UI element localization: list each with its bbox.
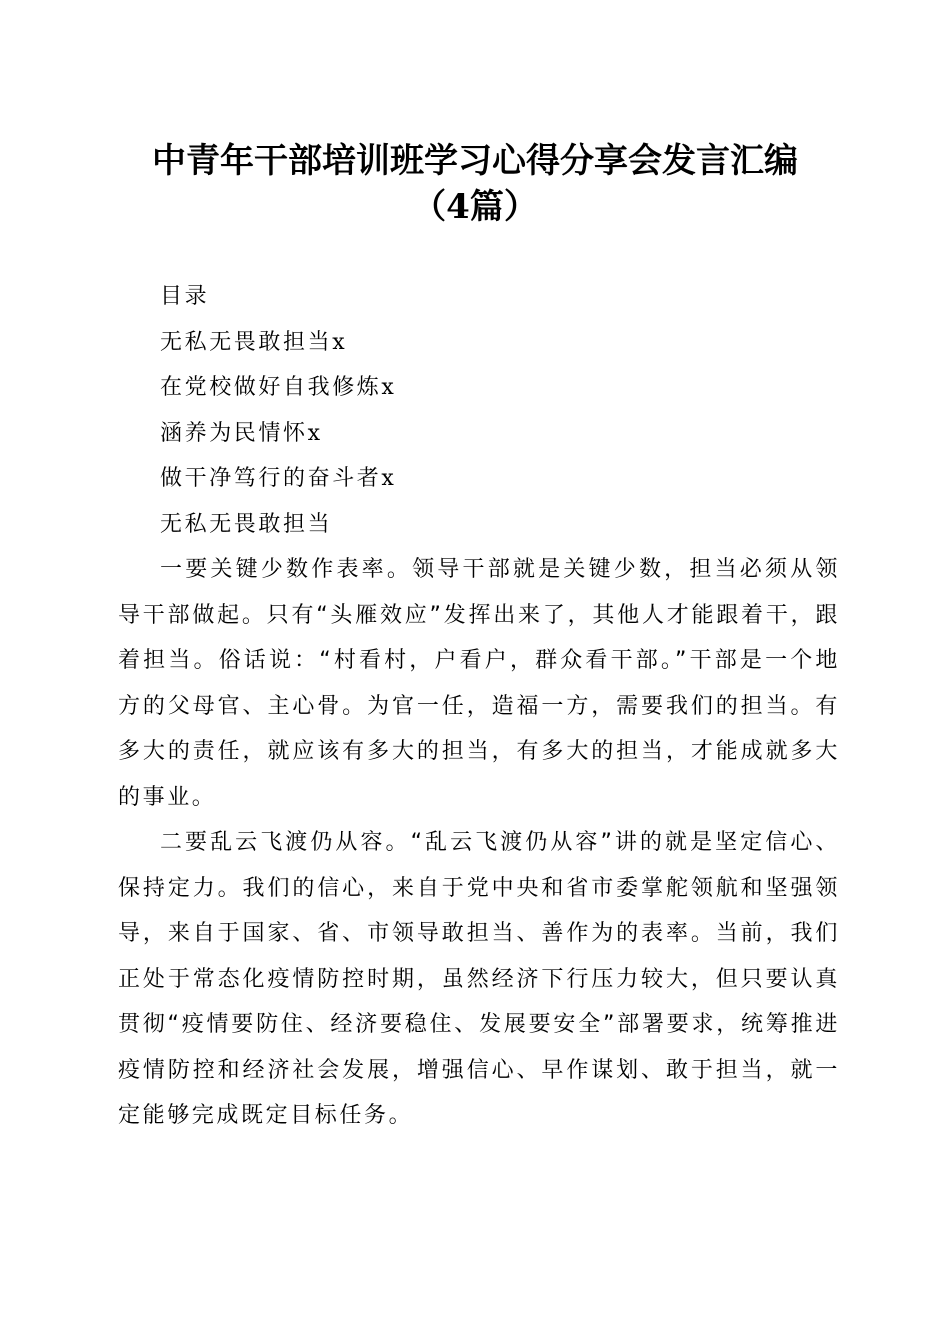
toc-heading: 目录 — [160, 284, 210, 309]
toc-item — [118, 320, 840, 366]
toc-item-label: 无私无畏敢担当 — [160, 329, 333, 355]
toc-item-label: 涵养为民情怀 — [160, 420, 308, 446]
title-line-2: （4篇） — [412, 187, 538, 227]
toc-item — [118, 456, 840, 502]
toc-item-label: 做干净笃行的奋斗者 — [160, 466, 382, 491]
body-paragraph: 二要乱云飞渡仍从容。“乱云飞渡仍从容”讲的就是坚定信心、保持定力。我们的信心，来自于党中央和省市委掌舵领航和坚强领导，来自于国家、省、市领导敢担当、善作为的表率。当前，我们正处于常态化疫情防控时期，虽然经济下行压力较大，但只要认真贯彻“疫情要防住、经济要稳住、发展要安全”部署要求，统筹推进疫情防控和经济社会发展，增强信心、早作谋划、敢于担当，就一定能够完成既定目标任务。 — [118, 830, 840, 1128]
title-line-1: 中青年干部培训班学习心得分享会发言汇编 — [152, 141, 798, 181]
toc-item — [118, 411, 840, 457]
toc-item-page-mark: x — [332, 329, 345, 355]
toc-item — [118, 365, 840, 411]
toc-item-page-mark: x — [307, 420, 321, 446]
body-paragraph: 一要关键少数作表率。领导干部就是关键少数，担当必须从领导干部做起。只有“头雁效应”发挥出来了，其他人才能跟着干，跟着担当。俗话说：“村看村，户看户，群众看干部。”干部是一个地方的父母官、主心骨。为官一任，造福一方，需要我们的担当。有多大的责任，就应该有多大的担当，有多大的担当，才能成就多大的事业。 — [118, 557, 840, 810]
section-heading: 无私无畏敢担当 — [160, 511, 333, 537]
toc-item-page-mark: x — [381, 466, 394, 491]
document-title — [80, 138, 870, 230]
document-body — [118, 274, 840, 1139]
toc-item-page-mark: x — [381, 375, 394, 400]
toc-item-label: 在党校做好自我修炼 — [160, 375, 382, 400]
